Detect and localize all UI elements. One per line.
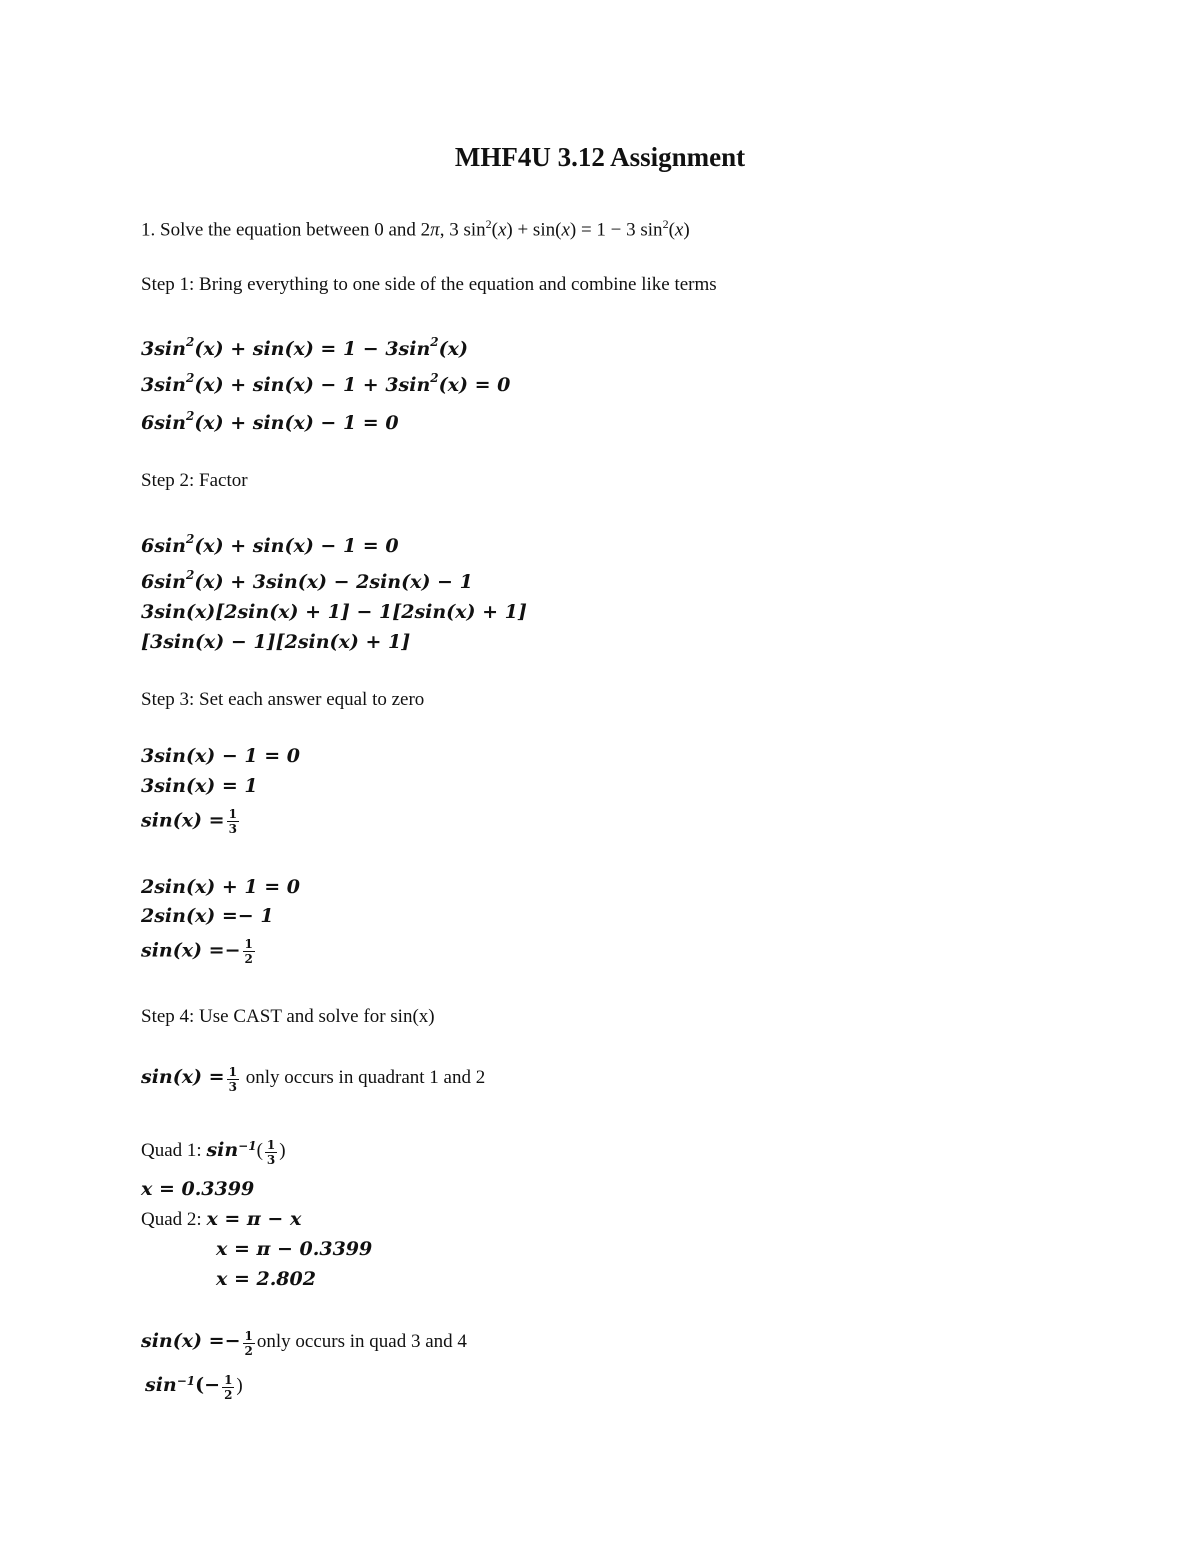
denominator: 3 bbox=[228, 822, 237, 836]
question-part: ) = 1 − 3 sin bbox=[569, 219, 663, 241]
question-lead: 1. Solve the equation between 0 and 2 bbox=[141, 219, 431, 241]
inverse-line bbox=[145, 1374, 243, 1401]
quad-1-line bbox=[141, 1139, 286, 1166]
numerator: 1 bbox=[224, 1373, 233, 1387]
paren: ) bbox=[236, 1375, 243, 1397]
math-line bbox=[141, 409, 399, 434]
prose-text: only occurs in quadrant 1 and 2 bbox=[240, 1067, 486, 1089]
question-part: ) + sin( bbox=[506, 219, 562, 241]
math-term: (x) + sin(x) − 1 = 0 bbox=[194, 412, 399, 434]
math-line: x = π − 0.3399 bbox=[216, 1238, 373, 1260]
variable: x bbox=[497, 219, 507, 241]
math-term: sin(x) =− bbox=[141, 1330, 241, 1353]
exponent: 2 bbox=[185, 409, 195, 423]
cast-line-2 bbox=[141, 1330, 467, 1357]
math-line: 3sin(x) = 1 bbox=[141, 775, 258, 797]
question-part: ( bbox=[491, 219, 498, 241]
math-term: 6sin bbox=[141, 571, 186, 593]
fraction bbox=[222, 1374, 234, 1401]
math-line: [3sin(x) − 1][2sin(x) + 1] bbox=[141, 631, 411, 653]
denominator: 2 bbox=[244, 1344, 253, 1358]
math-line bbox=[141, 938, 257, 965]
math-term: sin bbox=[206, 1139, 239, 1162]
math-term: (x) + sin(x) − 1 = 0 bbox=[194, 535, 399, 557]
paren: ) bbox=[279, 1140, 286, 1162]
fraction bbox=[227, 808, 239, 835]
pi-symbol: π bbox=[430, 219, 440, 241]
quad-label: Quad 1: bbox=[141, 1140, 207, 1162]
numerator: 1 bbox=[244, 1329, 253, 1343]
exponent: 2 bbox=[430, 335, 439, 349]
question-1 bbox=[141, 218, 690, 239]
quad-label: Quad 2: bbox=[141, 1209, 207, 1230]
fraction bbox=[265, 1139, 277, 1166]
step-3-heading: Step 3: Set each answer equal to zero bbox=[141, 689, 425, 710]
denominator: 2 bbox=[224, 1388, 233, 1402]
exponent: 2 bbox=[185, 532, 195, 546]
math-term: (x) + 3sin(x) − 2sin(x) − 1 bbox=[194, 571, 473, 593]
math-line: 2sin(x) + 1 = 0 bbox=[141, 876, 300, 898]
exponent: −1 bbox=[176, 1373, 196, 1388]
question-part: , 3 sin bbox=[439, 219, 486, 241]
numerator: 1 bbox=[266, 1138, 276, 1152]
math-term: (x) bbox=[438, 338, 468, 360]
math-line: 3sin(x)[2sin(x) + 1] − 1[2sin(x) + 1] bbox=[141, 601, 527, 623]
step-4-heading: Step 4: Use CAST and solve for sin(x) bbox=[141, 1006, 435, 1027]
math-line bbox=[141, 371, 511, 396]
fraction bbox=[227, 1066, 239, 1093]
math-term: sin(x) = bbox=[141, 1066, 225, 1089]
math-term: sin(x) =− bbox=[141, 939, 241, 962]
math-line bbox=[141, 532, 399, 557]
exponent: 2 bbox=[185, 371, 195, 385]
cast-line-1 bbox=[141, 1066, 485, 1093]
exponent: 2 bbox=[185, 335, 195, 349]
question-part: ( bbox=[668, 219, 675, 241]
math-line: 3sin(x) − 1 = 0 bbox=[141, 745, 300, 767]
exponent: 2 bbox=[662, 217, 669, 231]
fraction bbox=[243, 938, 255, 965]
exponent: −1 bbox=[238, 1138, 257, 1153]
paren: (− bbox=[195, 1374, 221, 1397]
numerator: 1 bbox=[228, 807, 237, 821]
math-line: x = 0.3399 bbox=[141, 1178, 255, 1200]
math-term: 6sin bbox=[141, 535, 186, 557]
prose-text: only occurs in quad 3 and 4 bbox=[256, 1331, 467, 1353]
math-term: 3sin bbox=[141, 338, 186, 360]
math-term: x = π − x bbox=[206, 1208, 302, 1230]
exponent: 2 bbox=[430, 371, 439, 385]
variable: x bbox=[561, 219, 570, 241]
step-2-heading: Step 2: Factor bbox=[141, 470, 248, 491]
math-term: 3sin bbox=[141, 374, 186, 396]
fraction bbox=[243, 1330, 255, 1357]
numerator: 1 bbox=[228, 1065, 237, 1079]
math-term: (x) = 0 bbox=[438, 374, 511, 396]
variable: x bbox=[674, 219, 684, 241]
denominator: 3 bbox=[228, 1080, 237, 1094]
math-line bbox=[141, 808, 241, 835]
math-term: (x) + sin(x) = 1 − 3sin bbox=[194, 338, 431, 360]
denominator: 3 bbox=[266, 1153, 276, 1167]
exponent: 2 bbox=[185, 568, 195, 582]
page-title: MHF4U 3.12 Assignment bbox=[454, 142, 746, 172]
denominator: 2 bbox=[244, 952, 253, 966]
math-line: 2sin(x) =− 1 bbox=[141, 905, 274, 927]
question-part: ) bbox=[683, 219, 690, 241]
exponent: 2 bbox=[485, 217, 492, 231]
math-line: x = 2.802 bbox=[216, 1268, 316, 1290]
math-term: sin bbox=[145, 1374, 177, 1397]
math-term: (x) + sin(x) − 1 + 3sin bbox=[194, 374, 431, 396]
math-term: 6sin bbox=[141, 412, 186, 434]
paren: ( bbox=[256, 1140, 263, 1162]
math-line bbox=[141, 568, 473, 593]
step-1-heading: Step 1: Bring everything to one side of the equation and combine like terms bbox=[141, 274, 717, 295]
quad-2-line bbox=[141, 1210, 301, 1229]
numerator: 1 bbox=[244, 937, 253, 951]
math-term: sin(x) = bbox=[141, 809, 225, 832]
math-line bbox=[141, 335, 468, 360]
